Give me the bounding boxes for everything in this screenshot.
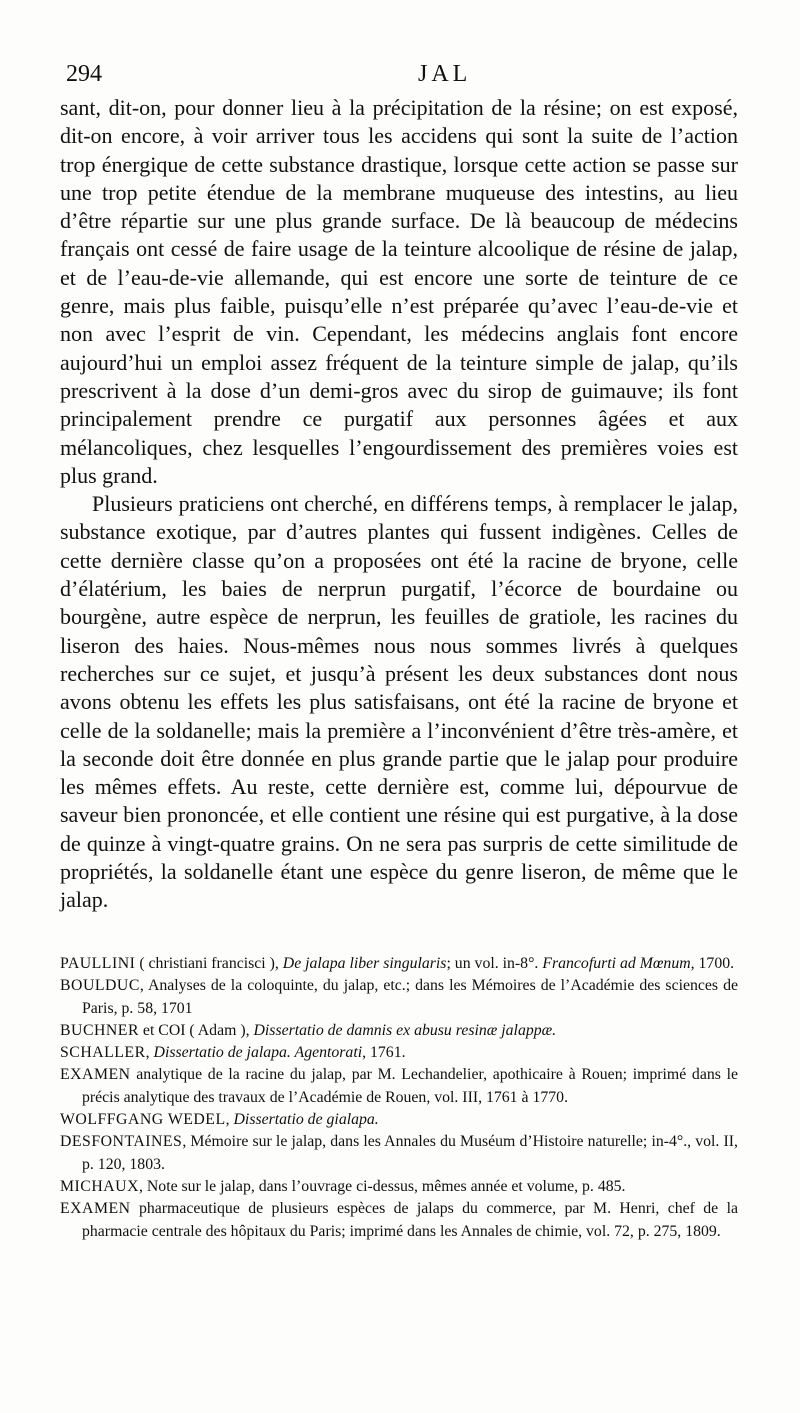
paragraph: sant, dit-on, pour donner lieu à la précipitation de la résine; on est exposé, dit-on encore, à voir arriver tous les accidens qui sont la suite de l’action trop énergique de cette substance drastique, lorsque cette action se passe sur une trop petite étendue de la membrane muqueuse des intestins, au lieu d’être répartie sur une plus grande surface. De là beaucoup de médecins français ont cessé de faire usage de la teinture alcoolique de résine de jalap, et de l’eau-de-vie allemande, qui est encore une sorte de teinture de ce genre, mais plus faible, puisqu’elle n’est préparée qu’avec l’eau-de-vie et non avec l’esprit de vin. Cependant, les médecins anglais font encore aujourd’hui un emploi assez fréquent de la teinture simple de jalap, qu’ils prescrivent à la dose d’un demi-gros avec du sirop de guimauve; ils font principalement prendre ce purgatif aux personnes âgées et aux mélancoliques, chez lesquelles l’engourdissement des premières voies est plus grand.	[60, 95, 738, 488]
bib-author: BOULDUC	[60, 977, 140, 995]
page-number: 294	[66, 61, 102, 87]
bibliography-entry	[60, 953, 738, 975]
bib-author: SCHALLER	[60, 1044, 146, 1062]
bibliography-entry	[60, 1042, 738, 1064]
bibliography-entry	[60, 1109, 738, 1131]
bibliography-entry	[60, 1198, 738, 1243]
bibliography	[60, 953, 738, 1243]
main-text	[60, 94, 738, 915]
paragraph: Plusieurs praticiens ont cherché, en différens temps, à remplacer le jalap, substance exotique, par d’autres plantes qui fussent indigènes. Celles de cette dernière classe qu’on a proposées ont été la racine de bryone, celle d’élatérium, les baies de nerprun purgatif, l’écorce de bourdaine ou bourgène, autre espèce de nerprun, les feuilles de gratiole, les racines du liseron des haies. Nous-mêmes nous nous sommes livrés à quelques recherches sur ce sujet, et jusqu’à présent les deux substances dont nous avons obtenu les effets les plus satisfaisans, ont été la racine de bryone et celle de la soldanelle; mais la première a l’inconvénient d’être très-amère, et la seconde doit être donnée en plus grande partie que le jalap pour produire les mêmes effets. Au reste, cette dernière est, comme lui, dépourvue de saveur bien prononcée, et elle contient une résine qui est purgative, à la dose de quinze à vingt-quatre grains. On ne sera pas surpris de cette similitude de propriétés, la soldanelle étant une espèce du genre liseron, de même que le jalap.	[60, 491, 738, 913]
bib-author: MICHAUX	[60, 1177, 139, 1195]
bib-title: Dissertatio de jalapa. Agentorati	[153, 1044, 363, 1062]
bib-title: Dissertatio de damnis ex abusu resinæ jalappæ.	[253, 1021, 557, 1039]
bib-author: WOLFFGANG WEDEL	[60, 1111, 226, 1129]
bib-place: Francofurti ad Mœnum	[542, 955, 691, 972]
bib-author: PAULLINI	[60, 955, 136, 972]
bib-text: pharmaceutique de plusieurs espèces de jalaps du commerce, par M. Henri, chef de la pharmacie centrale des hôpitaux du Paris; imprimé dans les Annales de chimie, vol. 72, p. 275, 1809.	[82, 1200, 738, 1240]
bib-text: , Mémoire sur le jalap, dans les Annales du Muséum d’Histoire naturelle; in-4°., vol. II, p. 120, 1803.	[82, 1133, 738, 1173]
bibliography-entry	[60, 975, 738, 1020]
bib-text: , 1700.	[690, 955, 735, 972]
bib-text: analytique de la racine du jalap, par M. Lechandelier, apothicaire à Rouen; imprimé dans le précis analytique des travaux de l’Académie de Rouen, vol. III, 1761 à 1770.	[82, 1066, 738, 1106]
running-head: JAL	[418, 61, 472, 87]
bibliography-entry	[60, 1176, 738, 1198]
bib-text: ,	[145, 1044, 154, 1062]
bibliography-entry	[60, 1064, 738, 1109]
bib-text: ( christiani francisci ),	[135, 955, 283, 972]
bib-author: DESFONTAINES	[60, 1133, 183, 1151]
bibliography-entry	[60, 1020, 738, 1042]
bib-text: ,	[225, 1111, 234, 1129]
bib-author: BUCHNER	[60, 1021, 139, 1039]
bib-text: et COI ( Adam ),	[138, 1021, 254, 1039]
bib-title: De jalapa liber singularis	[282, 955, 447, 972]
page-header	[58, 60, 748, 90]
bib-text: , 1761.	[362, 1044, 406, 1062]
bib-title: Dissertatio de gialapa.	[233, 1111, 379, 1129]
bib-author: EXAMEN	[60, 1066, 131, 1084]
bibliography-entry	[60, 1131, 738, 1176]
bib-author: EXAMEN	[60, 1200, 131, 1218]
bib-text: , Analyses de la coloquinte, du jalap, etc.; dans les Mémoires de l’Académie des sciences de Paris, p. 58, 1701	[82, 977, 738, 1017]
bib-text: , Note sur le jalap, dans l’ouvrage ci-dessus, mêmes année et volume, p. 485.	[138, 1177, 626, 1195]
bib-text: ; un vol. in-8°.	[446, 955, 543, 972]
